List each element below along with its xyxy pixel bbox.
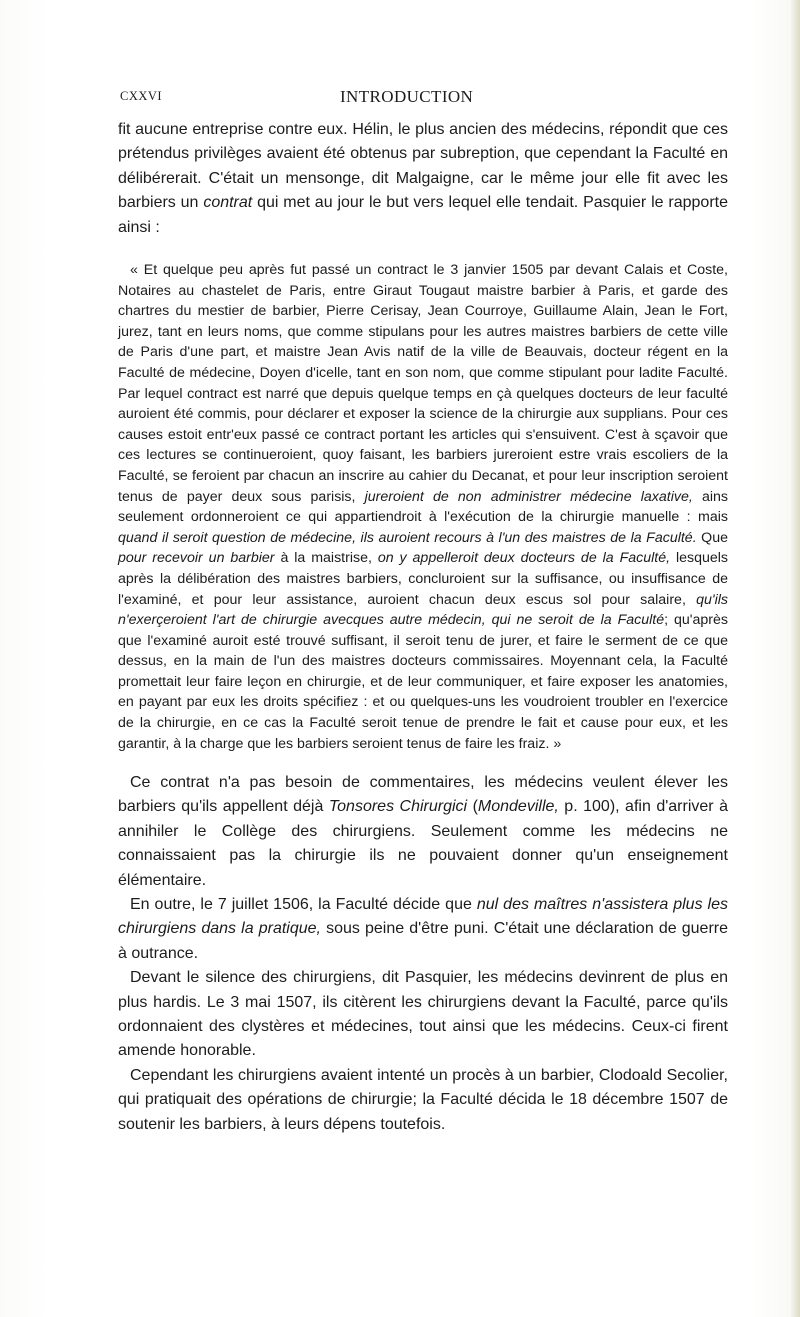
opening-paragraph (118, 118, 728, 240)
commentary-body (118, 771, 728, 1137)
running-title: INTRODUCTION (340, 87, 474, 106)
paragraph: Devant le silence des chirurgiens, dit Pasquier, les médecins devinrent de plus en plus hardis. Le 3 mai 1507, ils citèrent les chirurgiens devant la Faculté, parce qu'ils ordonnaient des clystères et médecines, tout ainsi que les médecins. Ceux-ci firent amende honorable. (118, 969, 728, 1060)
paragraph: En outre, le 7 juillet 1506, la Faculté décide que nul des maîtres n'assistera plus les chirurgiens dans la pratique, sous peine d'être puni. C'était une déclaration de guerre à outrance. (118, 896, 729, 962)
paragraph: Cependant les chirurgiens avaient intenté un procès à un barbier, Clodoald Secolier, qui pratiquait des opérations de chirurgie; la Faculté décida le 18 décembre 1507 de soutenir les barbiers, à leurs dépens toutefois. (118, 1066, 728, 1133)
quoted-contract (118, 260, 728, 754)
page-number: CXXVI (120, 89, 163, 103)
paragraph: Ce contrat n'a pas besoin de commentaires, les médecins veulent élever les barbiers qu'ils appellent déjà Tonsores Chirurgici (Mondeville, p. 100), afin d'arriver à annihiler le Collège des chirurgiens. Seulement comme les médecins ne connaissaient pas la chirurgie ils ne pouvaient donner qu'un enseignement élémentaire. (118, 774, 728, 889)
page-edge-shadow (790, 0, 800, 1317)
running-head (118, 87, 728, 109)
quote-paragraph: « Et quelque peu après fut passé un contract le 3 janvier 1505 par devant Calais et Coste, Notaires au chastelet de Paris, entre Giraut Tougaut maistre barbier à Paris, et garde des chartres du mestier de barbier, Pierre Cerisay, Jean Courroye, Guillaume Alain, Jean le Fort, jurez, tant en leurs noms, que comme stipulans pour les autres maistres barbiers de cette ville de Paris d'une part, et maistre Jean Avis natif de la ville de Beauvais, docteur régent en la Faculté de médecine, Doyen d'icelle, tant en son nom, que comme stipulant pour ladite Faculté. Par lequel contract est narré que depuis quelque temps en çà quelques docteurs de leur faculté auroient été commis, pour déclarer et exposer la science de la chirurgie aux supplians. Pour ces causes estoit entr'eux passé ce contract portant les articles qui s'ensuivent. C'est à sçavoir que ces lectures se continueroient, quoy faisant, les barbiers jureroient estre vrais escoliers de la Faculté, se feroient par chacun an inscrire au cahier du Decanat, et pour leur inscription seroient tenus de payer deux sous parisis, jureroient de non administrer médecine laxative, ains seulement ordonneroient ce qui appartiendroit à l'exécution de la chirurgie manuelle : mais quand il seroit question de médecine, ils auroient recours à l'un des maistres de la Faculté. Que pour recevoir un barbier à la maistrise, on y appelleroit deux docteurs de la Faculté, lesquels après la délibération des maistres barbiers, concluroient sur la suffisance, ou insuffisance de l'examiné, et pour leur assistance, auroient chacun deux escus sol pour salaire, qu'ils n'exerçeroient l'art de chirurgie avecques autre médecin, qui ne seroit de la Faculté; qu'après que l'examiné auroit esté trouvé suffisant, il seroit tenu de jurer, et faire le serment de ce que dessus, en la main de l'un des maistres docteurs commissaires. Moyennant cela, la Faculté promettait leur faire leçon en chirurgie, et de leur communiquer, et faire exposer les anatomies, en payant par eux les droits spécifiez : et ou quelques-uns les voudroient troubler en l'exercice de la chirurgie, en ce cas la Faculté seroit tenue de prendre le fait et cause pour eux, et les garantir, à la charge que les barbiers seroient tenus de faire les fraiz. » (118, 262, 729, 752)
paragraph: fit aucune entreprise contre eux. Hélin, le plus ancien des médecins, répondit que ces prétendus privilèges avaient été obtenus par subreption, que cependant la Faculté en délibérerait. C'était un mensonge, dit Malgaigne, car le même jour elle fit avec les barbiers un contrat qui met au jour le but vers lequel elle tendait. Pasquier le rapporte ainsi : (118, 121, 729, 236)
